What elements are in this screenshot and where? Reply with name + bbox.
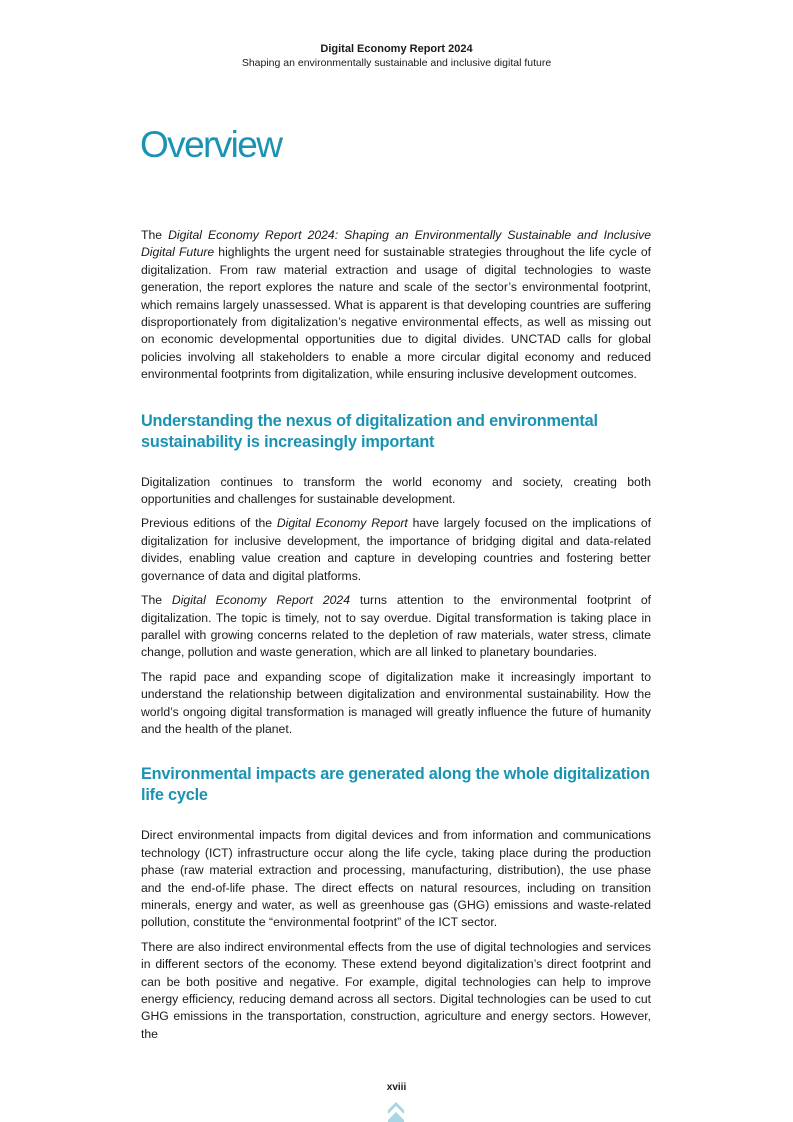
page-title: Overview [140, 124, 282, 165]
intro-report-title: Digital Economy Report 2024: Shaping an Environmentally Sustainable and Inclusive Digital Future [141, 228, 652, 260]
report-subtitle: Shaping an environmentally sustainable and inclusive digital future [241, 57, 552, 69]
double-chevron-up-icon[interactable] [386, 1098, 406, 1122]
paragraph: Digitalization continues to transform the world economy and society, creating both opportunities and challenges for sustainable development. [141, 474, 651, 507]
text: have largely focused on the implications of digitalization for inclusive development, the importance of bridging digital and data-related divides, enabling value creation and capture in developing countries and fostering better governance of data and digital platforms. [141, 516, 651, 583]
main-content [141, 227, 651, 1043]
text: turns attention to the environmental footprint of digitalization. The topic is timely, not to say overdue. Digital transformation is taking place in parallel with growing concerns related to the depletion of raw materials, water stress, climate change, pollution and waste generation, which are all linked to planetary boundaries. [141, 593, 651, 660]
intro-paragraph [141, 227, 651, 384]
report-reference: Digital Economy Report [276, 516, 408, 531]
section-heading-nexus: Understanding the nexus of digitalization and environmental sustainability is increasingly important [141, 411, 598, 451]
text: The [141, 593, 172, 608]
report-reference: Digital Economy Report 2024 [171, 593, 350, 608]
report-title: Digital Economy Report 2024 [320, 43, 473, 55]
page-number: xviii [386, 1082, 407, 1093]
section-heading-impacts: Environmental impacts are generated along the whole digitalization life cycle [141, 765, 650, 805]
paragraph [141, 592, 651, 662]
section-nexus [141, 411, 651, 739]
section-impacts [141, 764, 651, 1043]
paragraph: The rapid pace and expanding scope of digitalization make it increasingly important to understand the relationship between digitalization and environmental sustainability. How the world’s ongoing digital transformation is managed will greatly influence the future of humanity and the health of the planet. [141, 669, 651, 736]
paragraph: Direct environmental impacts from digital devices and from information and communications technology (ICT) infrastructure occur along the life cycle, taking place during the production phase (raw material extraction and processing, manufacturing, distribution), the use phase and the end-of-life phase. The direct effects on natural resources, including on transition minerals, energy and water, as well as greenhouse gas (GHG) emissions and waste-related pollution, constitute the “environmental footprint” of the ICT sector. [141, 828, 651, 930]
intro-text-1: The [141, 228, 169, 242]
paragraph: There are also indirect environmental effects from the use of digital technologies and services in different sectors of the economy. These extend beyond digitalization’s direct footprint and can be both positive and negative. For example, digital technologies can help to improve energy efficiency, reducing demand across all sectors. Digital technologies can be used to cut GHG emissions in the transportation, construction, agriculture and energy sectors. However, the [141, 939, 651, 1041]
running-header [0, 42, 793, 70]
intro-text-2: highlights the urgent need for sustainable strategies throughout the life cycle of digitalization. From raw material extraction and usage of digital technologies to waste generation, the report explores the nature and scale of the sector’s environmental footprint, which remains largely unassessed. What is apparent is that developing countries are suffering disproportionately from digitalization’s negative environmental effects, as well as missing out on economic developmental opportunities due to digital divides. UNCTAD calls for global policies involving all stakeholders to enable a more circular digital economy and reduced environmental footprints from digitalization, while ensuring inclusive development outcomes. [141, 245, 652, 382]
text: Previous editions of the [141, 516, 277, 531]
paragraph [141, 515, 651, 585]
